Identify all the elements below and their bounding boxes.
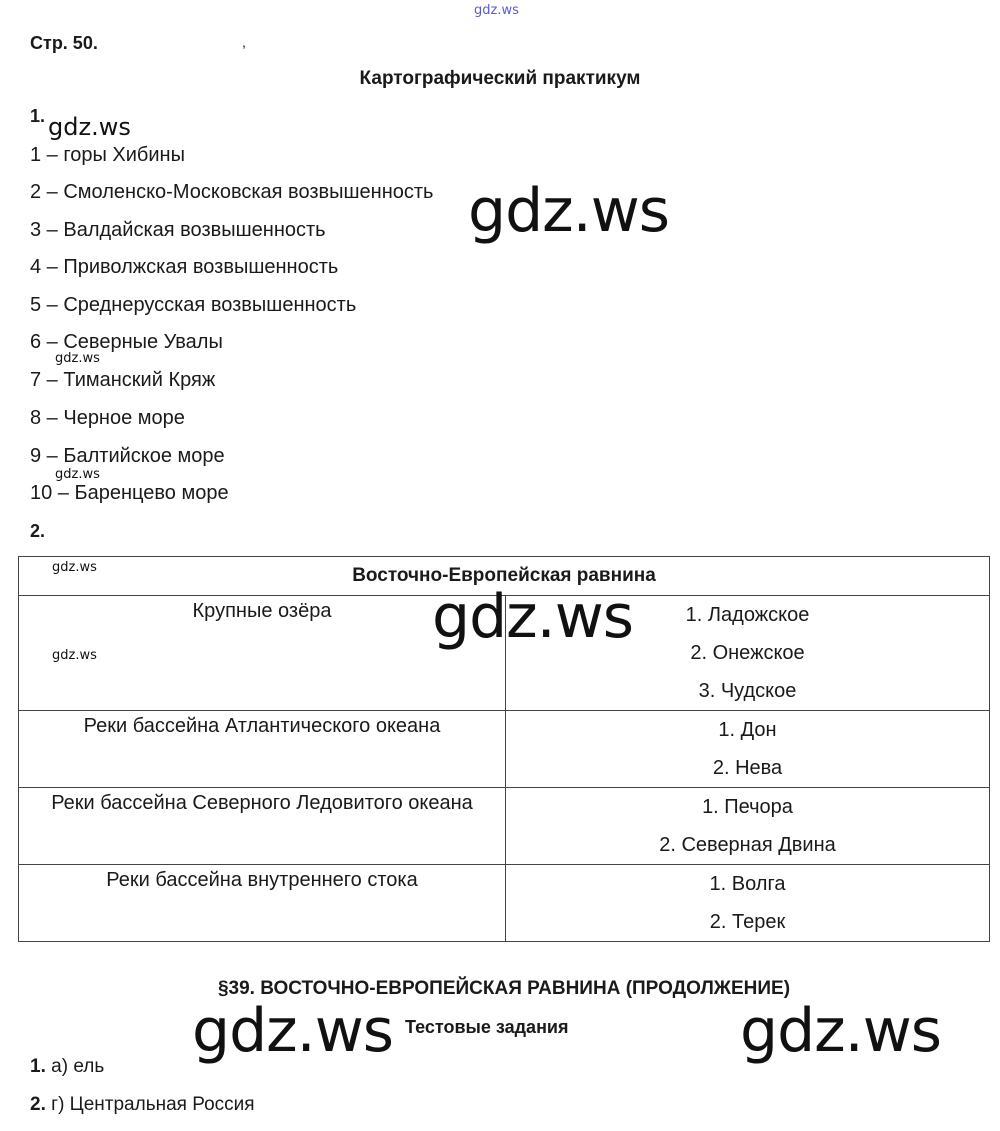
table-cell-label xyxy=(19,865,506,942)
watermark-small: gdz.ws xyxy=(55,351,100,366)
watermark-top: gdz.ws xyxy=(474,3,519,18)
watermark-medium: gdz.ws xyxy=(48,113,131,141)
list-item: 4 – Приволжская возвышенность xyxy=(30,256,339,278)
page-reference: Стр. 50. xyxy=(30,33,98,53)
list-item: 10 – Баренцево море xyxy=(30,482,229,504)
list-item: 6 – Северные Увалы xyxy=(30,331,223,353)
answer-number: 2. xyxy=(30,1094,46,1115)
row-item: 1. Печора xyxy=(702,796,793,818)
row-item: 3. Чудское xyxy=(698,680,797,702)
row-item: 2. Нева xyxy=(712,757,783,779)
list-item: 2 – Смоленско-Московская возвышенность xyxy=(30,181,434,203)
list-item: 9 – Балтийское море xyxy=(30,445,225,467)
watermark-large: gdz.ws xyxy=(432,582,634,652)
paragraph-title: §39. ВОСТОЧНО-ЕВРОПЕЙСКАЯ РАВНИНА (ПРОДОЛЖЕНИЕ) xyxy=(217,978,791,999)
answer-number: 1. xyxy=(30,1056,46,1077)
watermark-small: gdz.ws xyxy=(55,467,100,482)
row-label: Реки бассейна Атлантического океана xyxy=(83,715,441,737)
list-item: 1 – горы Хибины xyxy=(30,144,185,166)
comma-mark: , xyxy=(242,34,246,50)
table-cell-items xyxy=(506,788,990,865)
list-item: 5 – Среднерусская возвышенность xyxy=(30,294,357,316)
answer-item xyxy=(30,1094,255,1116)
table-row xyxy=(19,865,990,942)
watermark-large: gdz.ws xyxy=(740,996,942,1066)
row-item: 1. Дон xyxy=(718,719,777,741)
task-2-number: 2. xyxy=(30,521,46,541)
table-cell-label xyxy=(19,788,506,865)
list-item: 7 – Тиманский Кряж xyxy=(30,369,216,391)
watermark-large: gdz.ws xyxy=(192,996,394,1066)
list-item: 3 – Валдайская возвышенность xyxy=(30,219,326,241)
table-cell-items xyxy=(506,711,990,788)
table-cell-items xyxy=(506,865,990,942)
table-row xyxy=(19,711,990,788)
table-header: Восточно-Европейская равнина xyxy=(19,557,990,596)
watermark-small: gdz.ws xyxy=(52,648,97,663)
table-row xyxy=(19,788,990,865)
test-title: Тестовые задания xyxy=(405,1017,569,1037)
row-item: 2. Северная Двина xyxy=(659,834,836,856)
row-item: 2. Онежское xyxy=(690,642,805,664)
table-cell-label xyxy=(19,711,506,788)
list-item: 8 – Черное море xyxy=(30,407,185,429)
task-1-number: 1. xyxy=(30,106,46,126)
row-label: Реки бассейна Северного Ледовитого океана xyxy=(51,792,473,814)
section-title: Картографический практикум xyxy=(359,68,641,89)
watermark-small: gdz.ws xyxy=(52,560,97,575)
row-label: Крупные озёра xyxy=(192,600,332,622)
row-item: 2. Терек xyxy=(709,911,786,933)
row-item: 1. Волга xyxy=(709,873,786,895)
answer-text: а) ель xyxy=(51,1056,105,1077)
row-item: 1. Ладожское xyxy=(685,604,810,626)
answer-text: г) Центральная Россия xyxy=(51,1094,255,1115)
row-label: Реки бассейна внутреннего стока xyxy=(106,869,418,891)
answer-item xyxy=(30,1056,104,1078)
watermark-large: gdz.ws xyxy=(468,176,670,246)
